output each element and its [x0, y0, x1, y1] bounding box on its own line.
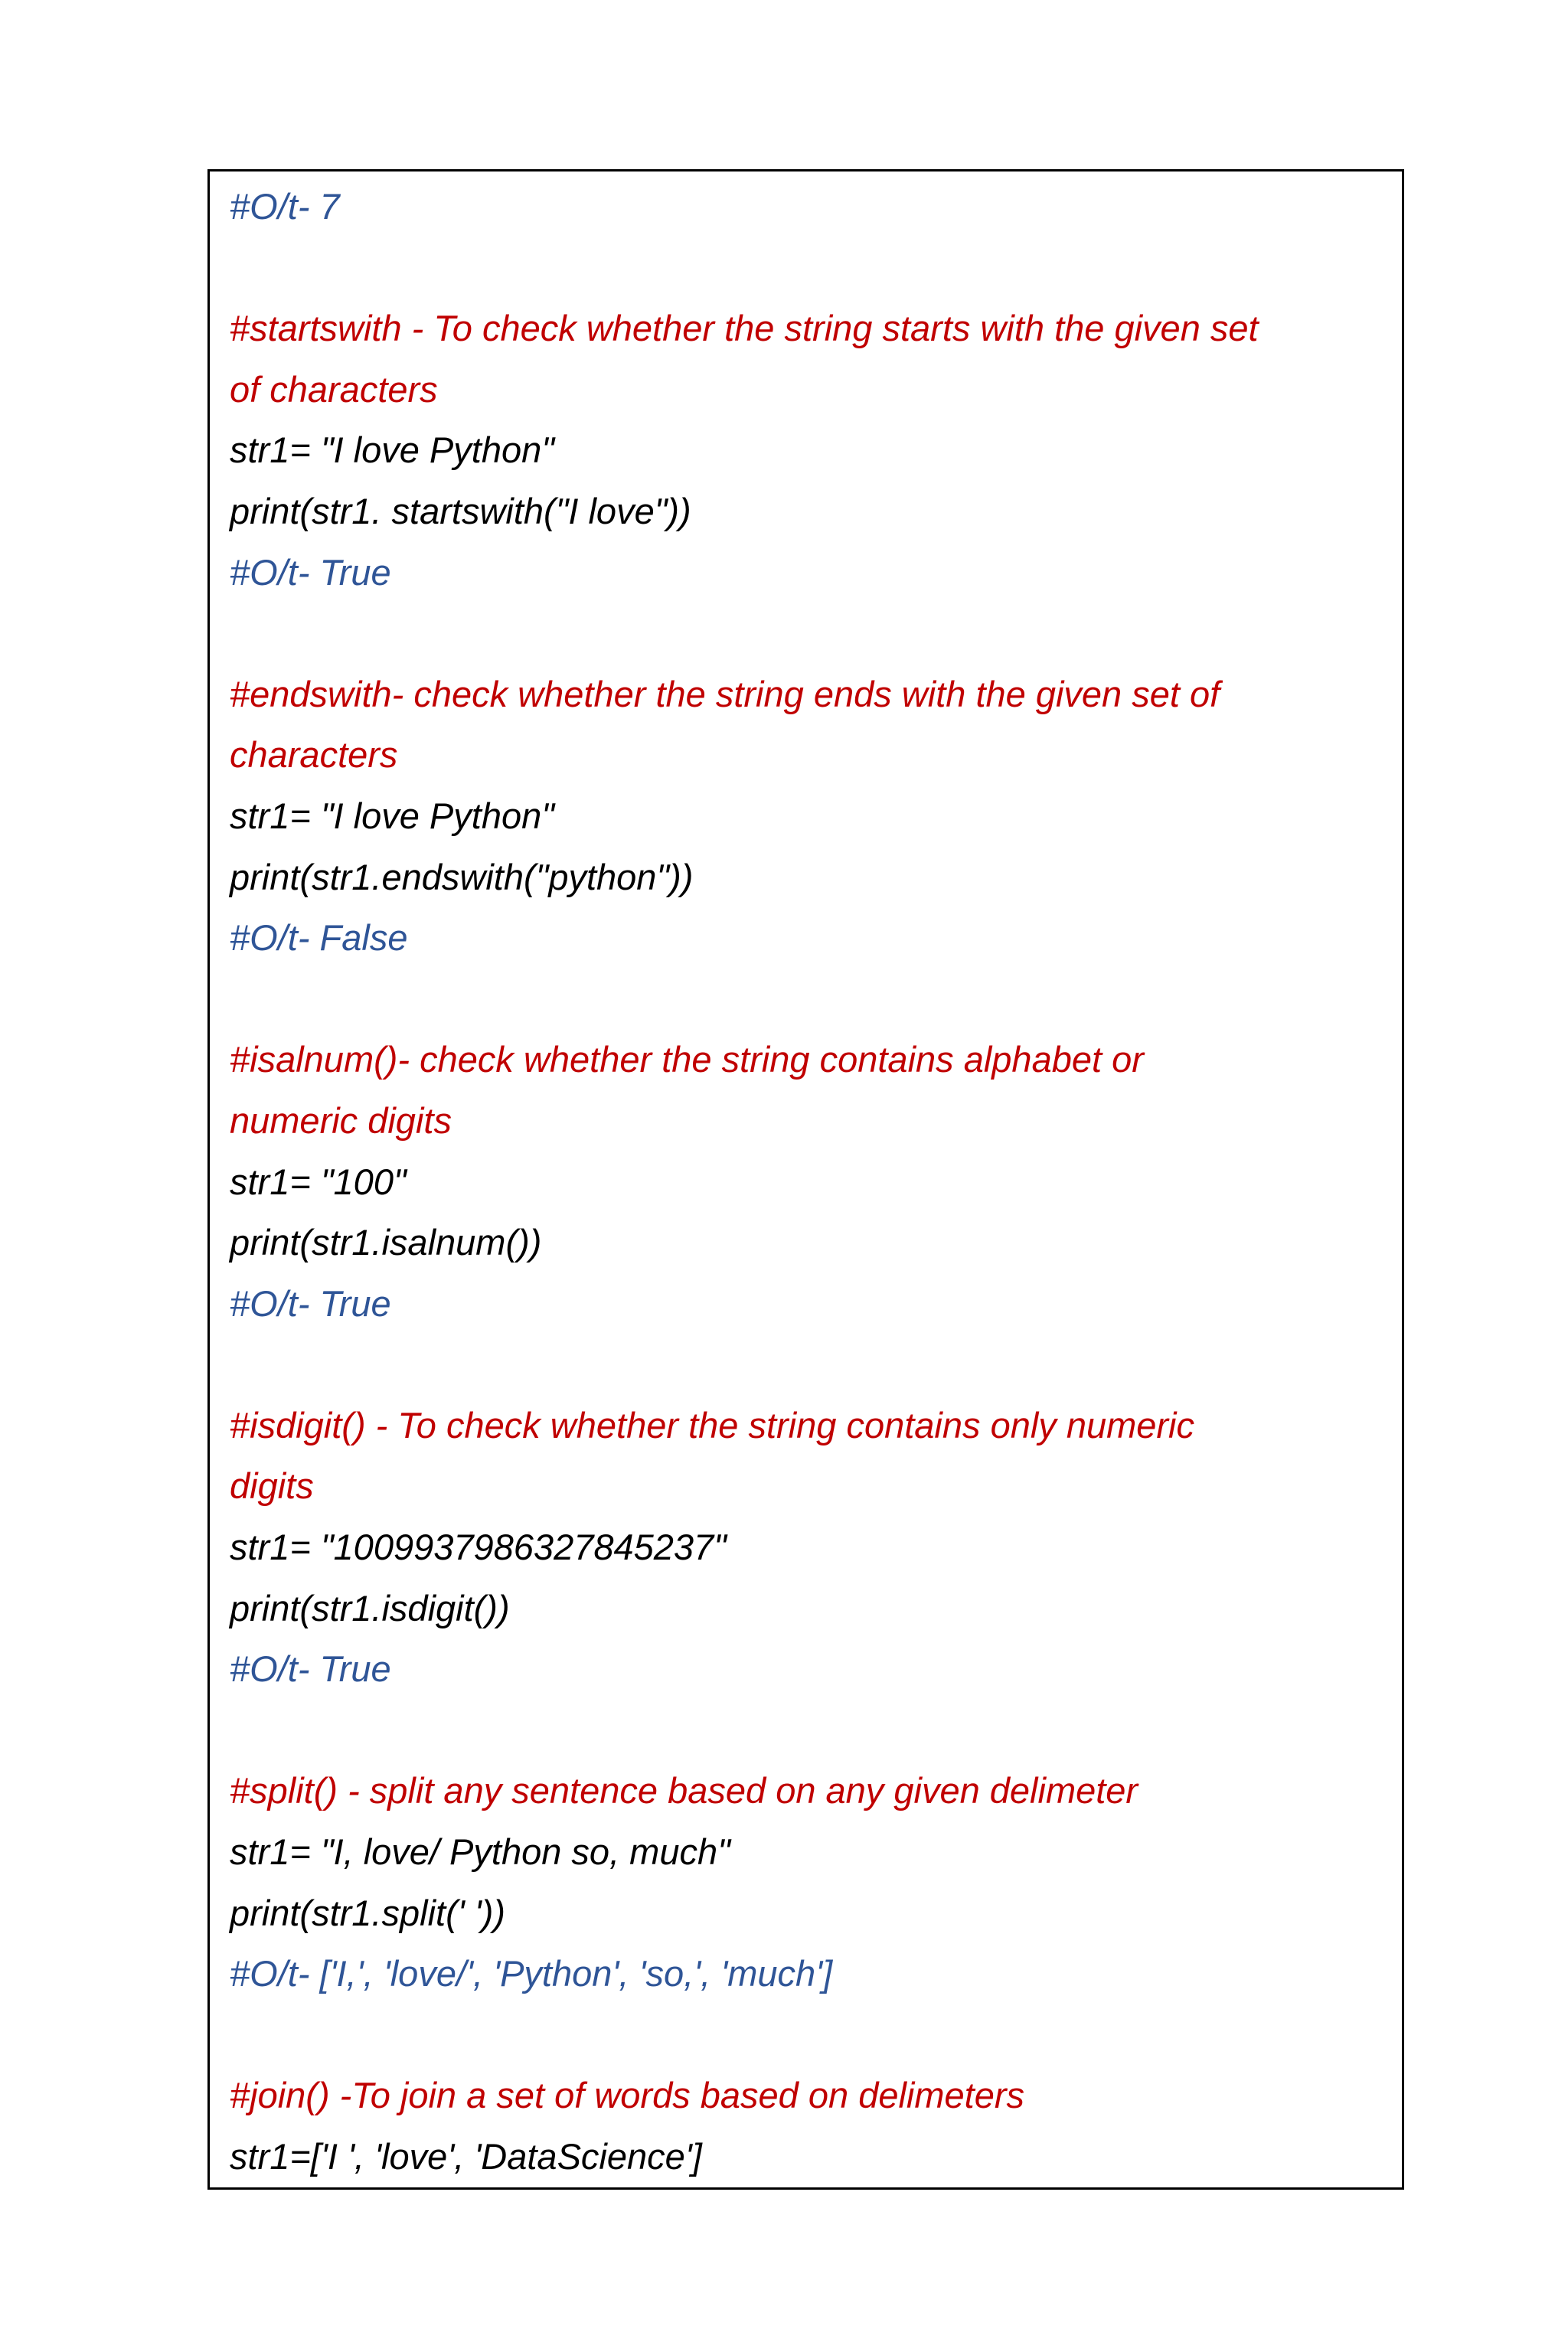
code-line: str1= "1009937986327845237" — [230, 1527, 727, 1568]
comment-line: digits — [230, 1465, 314, 1507]
output-line: #O/t- ['I,', 'love/', 'Python', 'so,', 'much'] — [230, 1953, 833, 1994]
blank-line — [230, 2004, 1387, 2066]
comment-line: #join() -To join a set of words based on delimeters — [230, 2075, 1025, 2116]
output-line: #O/t- 7 — [230, 186, 340, 227]
code-line: print(str1.endswith("python")) — [230, 856, 694, 897]
code-line: print(str1.split(' ')) — [230, 1892, 506, 1933]
code-line: str1= "I love Python" — [230, 795, 554, 836]
blank-line — [230, 1700, 1387, 1761]
output-line: #O/t- False — [230, 917, 408, 959]
blank-line — [230, 237, 1387, 299]
code-lines — [230, 176, 1387, 2187]
code-line: print(str1. startswith("I love")) — [230, 490, 691, 531]
comment-line: numeric digits — [230, 1099, 452, 1141]
comment-line: #isdigit() - To check whether the string contains only numeric — [230, 1404, 1195, 1446]
comment-line: #endswith- check whether the string ends with the given set of — [230, 673, 1220, 714]
code-listing-box — [207, 169, 1404, 2190]
comment-line: #split() - split any sentence based on any given delimeter — [230, 1770, 1138, 1811]
comment-line: #startswith - To check whether the string starts with the given set — [230, 308, 1259, 349]
comment-line: characters — [230, 734, 398, 776]
comment-line: #isalnum()- check whether the string contains alphabet or — [230, 1039, 1144, 1080]
code-line: str1= "100" — [230, 1161, 407, 1202]
code-line: str1= "I, love/ Python so, much" — [230, 1831, 730, 1873]
code-line: str1=['I ', 'love', 'DataScience'] — [230, 2136, 702, 2177]
output-line: #O/t- True — [230, 1648, 391, 1690]
blank-line — [230, 1334, 1387, 1395]
blank-line — [230, 969, 1387, 1030]
code-line: print(str1.isalnum()) — [230, 1222, 542, 1263]
code-line: print(str1.isdigit()) — [230, 1587, 510, 1628]
blank-line — [230, 603, 1387, 664]
output-line: #O/t- True — [230, 551, 391, 593]
comment-line: of characters — [230, 368, 438, 410]
code-line: str1= "I love Python" — [230, 430, 554, 471]
output-line: #O/t- True — [230, 1282, 391, 1324]
